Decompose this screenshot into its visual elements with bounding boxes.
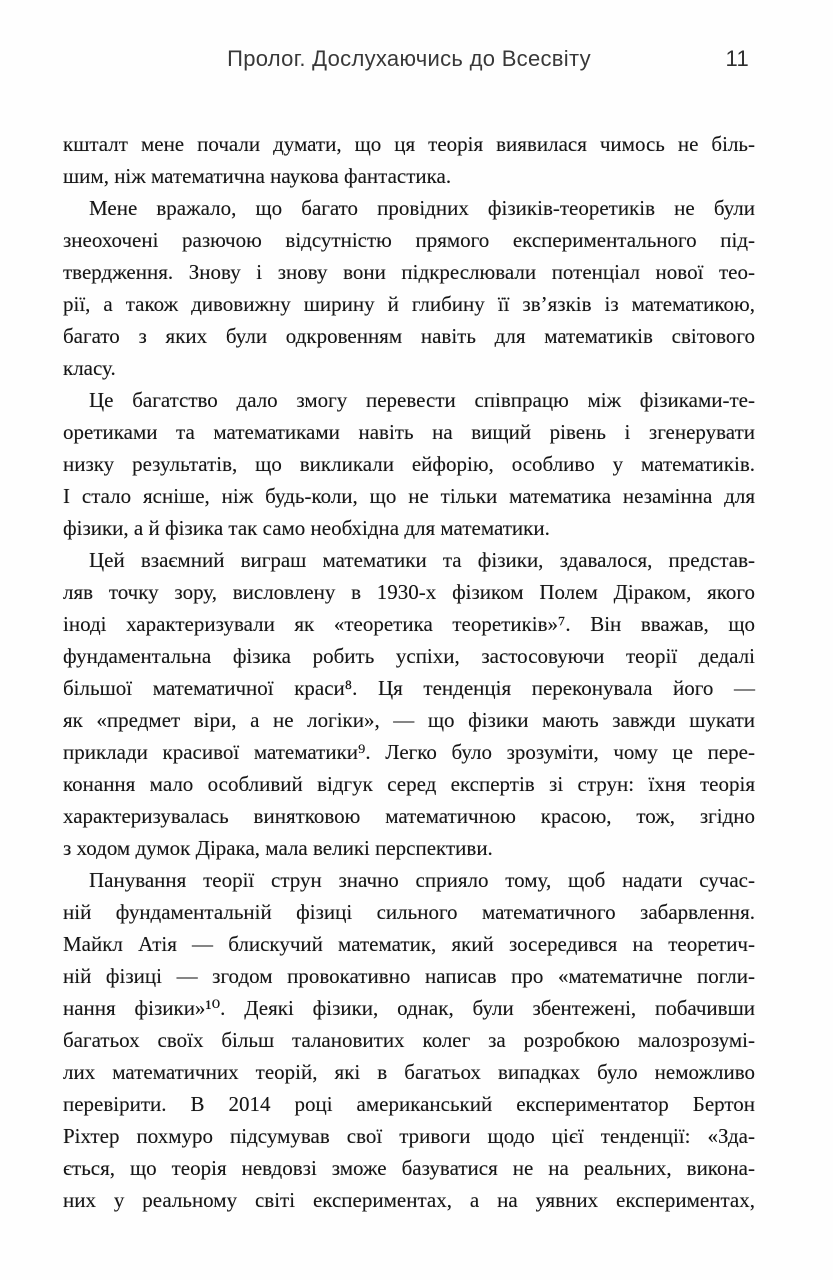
- header-title: Пролог. Дослухаючись до Всесвіту: [227, 46, 591, 71]
- text-line: Панування теорії струн значно сприяло тому, щоб надати сучас-: [89, 868, 755, 892]
- text-line: як «предмет віри, а не логіки», — що фізики мають завжди шукати: [63, 708, 755, 732]
- text-line: приклади красивої математики⁹. Легко було зрозуміти, чому це пере-: [63, 740, 755, 764]
- text-line: фізики, а й фізика так само необхідна для математики.: [63, 516, 550, 540]
- text-line: знеохочені разючою відсутністю прямого експериментального під-: [63, 228, 755, 252]
- text-line: твердження. Знову і знову вони підкреслювали потенціал нової тео-: [63, 260, 755, 284]
- text-line: характеризувалась винятковою математичною красою, тож, згідно: [63, 804, 755, 828]
- text-line: Ріхтер похмуро підсумував свої тривоги щодо цієї тенденції: «Зда-: [63, 1124, 755, 1148]
- running-header: [63, 46, 755, 78]
- text-line: рії, а також дивовижну ширину й глибину її зв’язків із математикою,: [63, 292, 755, 316]
- text-line: Мене вражало, що багато провідних фізиків-теоретиків не були: [89, 196, 755, 220]
- text-line: більшої математичної краси⁸. Ця тенденція переконувала його —: [63, 676, 755, 700]
- text-line: Це багатство дало змогу перевести співпрацю між фізиками-те-: [89, 388, 755, 412]
- text-line: іноді характеризували як «теоретика теоретиків»⁷. Він вважав, що: [63, 612, 755, 636]
- text-line: перевірити. В 2014 році американський експериментатор Бертон: [63, 1092, 755, 1116]
- text-line: багатьох своїх більш талановитих колег за розробкою малозрозумі-: [63, 1028, 755, 1052]
- text-line: Майкл Атія — блискучий математик, який зосередився на теоретич-: [63, 932, 755, 956]
- text-line: фундаментальна фізика робить успіхи, застосовуючи теорії дедалі: [63, 644, 755, 668]
- text-line: з ходом думок Дірака, мала великі перспективи.: [63, 836, 493, 860]
- text-line: багато з яких були одкровенням навіть для математиків світового: [63, 324, 755, 348]
- text-line: кшталт мене почали думати, що ця теорія виявилася чимось не біль-: [63, 132, 755, 156]
- text-line: них у реальному світі експериментах, а на уявних експериментах,: [63, 1188, 755, 1212]
- page-number: 11: [725, 46, 749, 71]
- text-line: Цей взаємний виграш математики та фізики, здавалося, представ-: [89, 548, 755, 572]
- text-line: ній фундаментальній фізиці сильного математичного забарвлення.: [63, 900, 755, 924]
- text-block: [63, 128, 755, 1216]
- text-line: ється, що теорія невдовзі зможе базуватися не на реальних, викона-: [63, 1156, 755, 1180]
- text-line: оретиками та математиками навіть на вищий рівень і згенерувати: [63, 420, 755, 444]
- text-line: низку результатів, що викликали ейфорію, особливо у математиків.: [63, 452, 755, 476]
- text-line: конання мало особливий відгук серед експертів зі струн: їхня теорія: [63, 772, 755, 796]
- text-line: лих математичних теорій, які в багатьох випадках було неможливо: [63, 1060, 755, 1084]
- text-line: ній фізиці — згодом провокативно написав про «математичне погли-: [63, 964, 755, 988]
- text-line: нання фізики»¹⁰. Деякі фізики, однак, були збентежені, побачивши: [63, 996, 755, 1020]
- text-line: шим, ніж математична наукова фантастика.: [63, 164, 452, 188]
- text-line: І стало ясніше, ніж будь-коли, що не тільки математика незамінна для: [63, 484, 755, 508]
- text-line: ляв точку зору, висловлену в 1930-х фізиком Полем Діраком, якого: [63, 580, 755, 604]
- text-line: класу.: [63, 356, 116, 380]
